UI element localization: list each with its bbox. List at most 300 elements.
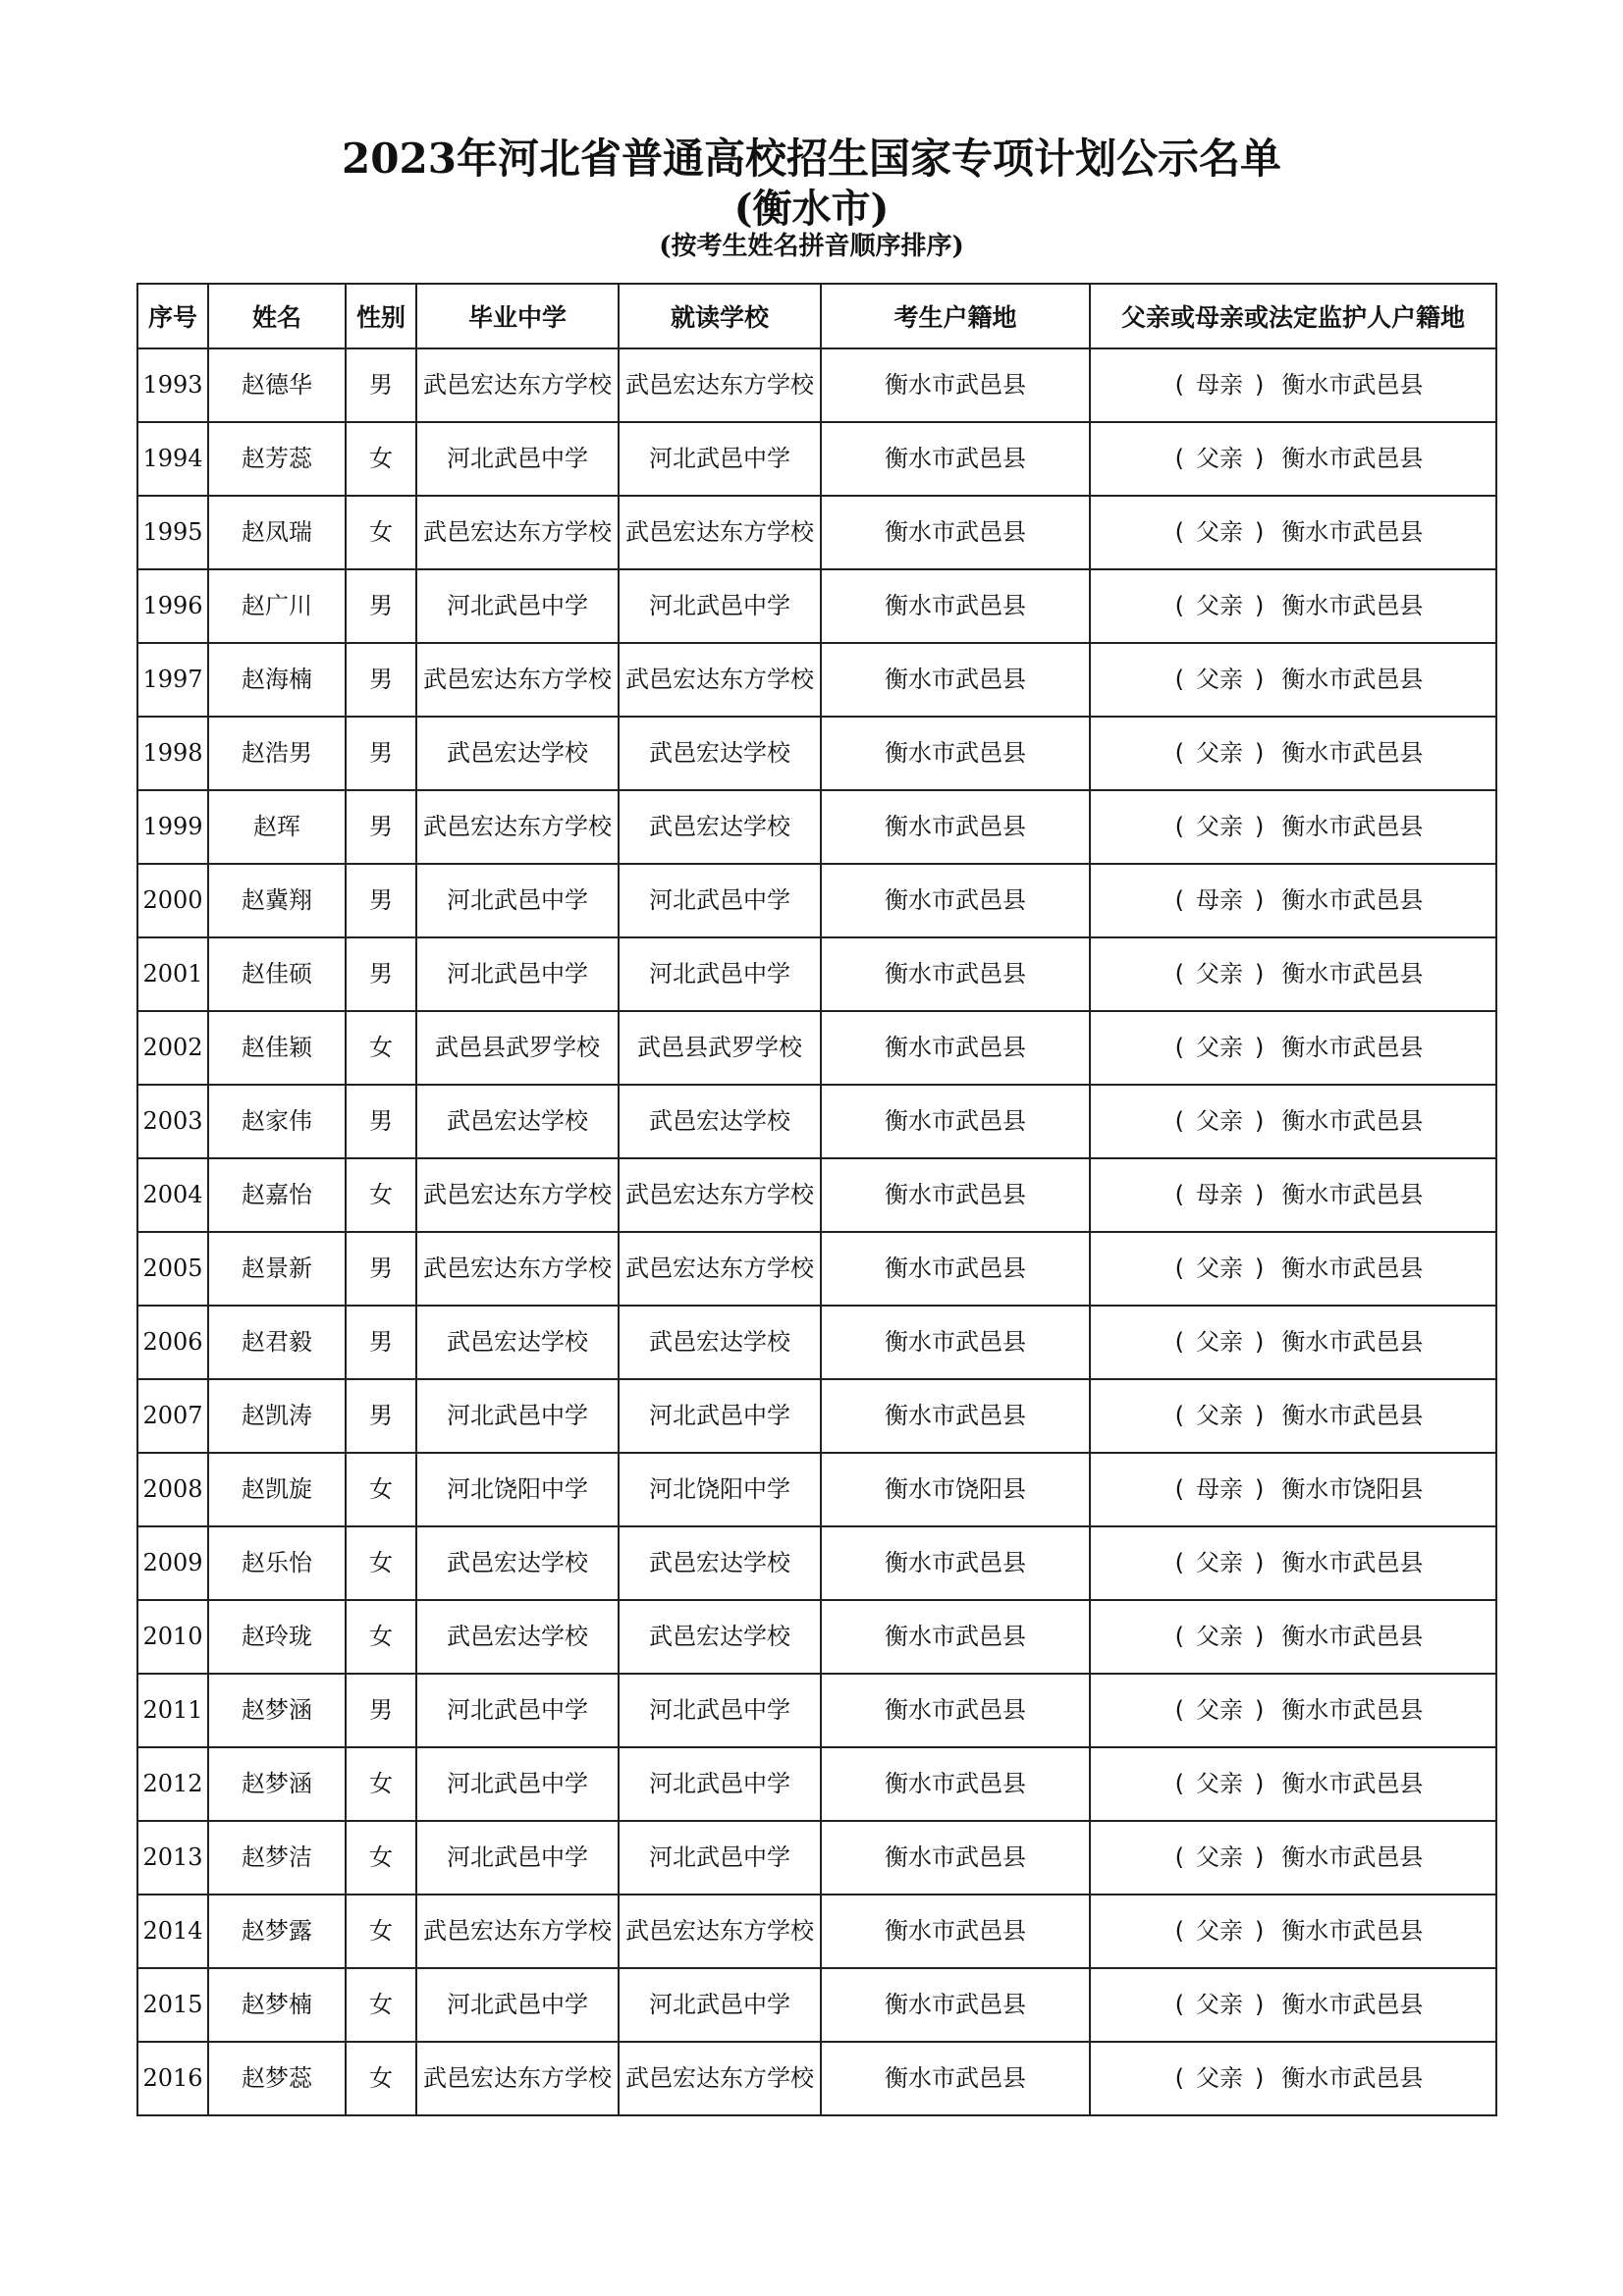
- cell-hukou: 衡水市武邑县: [821, 864, 1090, 937]
- cell-current-school: 武邑宏达学校: [619, 717, 821, 790]
- cell-current-school: 河北武邑中学: [619, 1674, 821, 1747]
- cell-name: 赵凤瑞: [208, 496, 346, 569]
- cell-gender: 女: [346, 1158, 416, 1232]
- cell-name: 赵梦涵: [208, 1747, 346, 1821]
- guardian-relation: 父亲: [1196, 1696, 1243, 1724]
- guardian-hukou: 衡水市武邑县: [1281, 739, 1424, 767]
- guardian-relation: 父亲: [1196, 1770, 1243, 1797]
- guardian-relation: 父亲: [1196, 813, 1243, 840]
- cell-hukou: 衡水市武邑县: [821, 1232, 1090, 1306]
- paren-open: (: [1174, 1181, 1184, 1208]
- guardian-hukou: 衡水市武邑县: [1281, 371, 1424, 399]
- cell-hukou: 衡水市武邑县: [821, 422, 1090, 496]
- cell-name: 赵冀翔: [208, 864, 346, 937]
- cell-current-school: 武邑宏达东方学校: [619, 643, 821, 717]
- paren-open: (: [1174, 1696, 1184, 1724]
- paren-open: (: [1174, 371, 1184, 399]
- cell-grad-school: 武邑县武罗学校: [416, 1011, 619, 1085]
- cell-grad-school: 河北武邑中学: [416, 422, 619, 496]
- cell-gender: 男: [346, 1306, 416, 1379]
- header-name: 姓名: [208, 284, 346, 348]
- cell-hukou: 衡水市武邑县: [821, 569, 1090, 643]
- cell-grad-school: 武邑宏达东方学校: [416, 1232, 619, 1306]
- cell-seq: 2010: [137, 1600, 208, 1674]
- cell-grad-school: 河北武邑中学: [416, 1674, 619, 1747]
- guardian-relation: 母亲: [1196, 1181, 1243, 1208]
- cell-seq: 2006: [137, 1306, 208, 1379]
- cell-seq: 1995: [137, 496, 208, 569]
- guardian-relation: 父亲: [1196, 739, 1243, 767]
- paren-close: ): [1255, 813, 1265, 840]
- cell-hukou: 衡水市武邑县: [821, 1306, 1090, 1379]
- cell-name: 赵德华: [208, 348, 346, 422]
- cell-current-school: 武邑宏达东方学校: [619, 496, 821, 569]
- cell-gender: 女: [346, 1821, 416, 1895]
- guardian-relation: 父亲: [1196, 1255, 1243, 1282]
- cell-gender: 男: [346, 1085, 416, 1158]
- cell-hukou: 衡水市饶阳县: [821, 1453, 1090, 1526]
- cell-seq: 2011: [137, 1674, 208, 1747]
- header-hukou: 考生户籍地: [821, 284, 1090, 348]
- cell-seq: 1993: [137, 348, 208, 422]
- cell-name: 赵景新: [208, 1232, 346, 1306]
- paren-close: ): [1255, 445, 1265, 472]
- cell-gender: 男: [346, 717, 416, 790]
- cell-gender: 男: [346, 790, 416, 864]
- guardian-relation: 父亲: [1196, 1034, 1243, 1061]
- cell-hukou: 衡水市武邑县: [821, 790, 1090, 864]
- cell-grad-school: 武邑宏达东方学校: [416, 1158, 619, 1232]
- cell-grad-school: 武邑宏达东方学校: [416, 348, 619, 422]
- cell-seq: 2003: [137, 1085, 208, 1158]
- cell-name: 赵梦涵: [208, 1674, 346, 1747]
- guardian-relation: 父亲: [1196, 592, 1243, 619]
- paren-open: (: [1174, 1917, 1184, 1945]
- table-row: [137, 1747, 1496, 1821]
- header-guardian-hukou: 父亲或母亲或法定监护人户籍地: [1090, 284, 1496, 348]
- guardian-hukou: 衡水市武邑县: [1281, 1255, 1424, 1282]
- cell-seq: 2004: [137, 1158, 208, 1232]
- table-row: [137, 643, 1496, 717]
- cell-grad-school: 武邑宏达学校: [416, 1085, 619, 1158]
- cell-guardian: [1090, 348, 1496, 422]
- cell-guardian: [1090, 2042, 1496, 2115]
- cell-name: 赵嘉怡: [208, 1158, 346, 1232]
- document-sort-note: (按考生姓名拼音顺序排序): [659, 232, 964, 261]
- paren-open: (: [1174, 1107, 1184, 1135]
- paren-close: ): [1255, 1255, 1265, 1282]
- guardian-hukou: 衡水市武邑县: [1281, 1696, 1424, 1724]
- table-row: [137, 864, 1496, 937]
- guardian-hukou: 衡水市武邑县: [1281, 813, 1424, 840]
- cell-current-school: 武邑宏达东方学校: [619, 348, 821, 422]
- cell-name: 赵海楠: [208, 643, 346, 717]
- paren-close: ): [1255, 518, 1265, 546]
- guardian-relation: 父亲: [1196, 1843, 1243, 1871]
- cell-grad-school: 武邑宏达学校: [416, 717, 619, 790]
- guardian-relation: 母亲: [1196, 886, 1243, 914]
- guardian-hukou: 衡水市武邑县: [1281, 1623, 1424, 1650]
- cell-guardian: [1090, 1379, 1496, 1453]
- cell-grad-school: 武邑宏达学校: [416, 1526, 619, 1600]
- paren-close: ): [1255, 1034, 1265, 1061]
- cell-guardian: [1090, 937, 1496, 1011]
- guardian-hukou: 衡水市饶阳县: [1281, 1475, 1424, 1503]
- cell-guardian: [1090, 1232, 1496, 1306]
- cell-guardian: [1090, 1674, 1496, 1747]
- paren-close: ): [1255, 960, 1265, 988]
- table-row: [137, 1085, 1496, 1158]
- cell-grad-school: 河北武邑中学: [416, 937, 619, 1011]
- guardian-relation: 父亲: [1196, 1991, 1243, 2018]
- paren-close: ): [1255, 1623, 1265, 1650]
- cell-current-school: 武邑宏达学校: [619, 1306, 821, 1379]
- paren-open: (: [1174, 2064, 1184, 2092]
- cell-seq: 1994: [137, 422, 208, 496]
- cell-gender: 女: [346, 496, 416, 569]
- paren-open: (: [1174, 1475, 1184, 1503]
- header-seq: 序号: [137, 284, 208, 348]
- header-grad-school: 毕业中学: [416, 284, 619, 348]
- cell-guardian: [1090, 496, 1496, 569]
- cell-hukou: 衡水市武邑县: [821, 937, 1090, 1011]
- paren-close: ): [1255, 1402, 1265, 1429]
- guardian-hukou: 衡水市武邑县: [1281, 1917, 1424, 1945]
- table-row: [137, 717, 1496, 790]
- cell-gender: 男: [346, 1379, 416, 1453]
- table-row: [137, 348, 1496, 422]
- paren-close: ): [1255, 1991, 1265, 2018]
- cell-guardian: [1090, 1747, 1496, 1821]
- cell-gender: 女: [346, 422, 416, 496]
- cell-grad-school: 武邑宏达东方学校: [416, 496, 619, 569]
- paren-close: ): [1255, 1549, 1265, 1576]
- cell-hukou: 衡水市武邑县: [821, 1968, 1090, 2042]
- cell-current-school: 河北武邑中学: [619, 1379, 821, 1453]
- paren-open: (: [1174, 1402, 1184, 1429]
- cell-gender: 男: [346, 1232, 416, 1306]
- cell-grad-school: 河北武邑中学: [416, 569, 619, 643]
- cell-current-school: 河北武邑中学: [619, 569, 821, 643]
- cell-gender: 女: [346, 1526, 416, 1600]
- table-row: [137, 2042, 1496, 2115]
- paren-open: (: [1174, 886, 1184, 914]
- header-row: [137, 284, 1496, 348]
- table-row: [137, 1600, 1496, 1674]
- cell-hukou: 衡水市武邑县: [821, 2042, 1090, 2115]
- cell-seq: 2009: [137, 1526, 208, 1600]
- paren-close: ): [1255, 371, 1265, 399]
- document-city: (衡水市): [733, 186, 890, 232]
- cell-gender: 女: [346, 2042, 416, 2115]
- paren-open: (: [1174, 592, 1184, 619]
- paren-close: ): [1255, 2064, 1265, 2092]
- table-row: [137, 1306, 1496, 1379]
- table-row: [137, 937, 1496, 1011]
- cell-seq: 1997: [137, 643, 208, 717]
- guardian-hukou: 衡水市武邑县: [1281, 666, 1424, 693]
- paren-open: (: [1174, 739, 1184, 767]
- cell-grad-school: 河北饶阳中学: [416, 1453, 619, 1526]
- cell-current-school: 武邑宏达东方学校: [619, 1158, 821, 1232]
- guardian-hukou: 衡水市武邑县: [1281, 1328, 1424, 1356]
- cell-seq: 1999: [137, 790, 208, 864]
- cell-grad-school: 武邑宏达学校: [416, 1600, 619, 1674]
- cell-hukou: 衡水市武邑县: [821, 1158, 1090, 1232]
- cell-hukou: 衡水市武邑县: [821, 1674, 1090, 1747]
- cell-current-school: 武邑宏达东方学校: [619, 1232, 821, 1306]
- cell-hukou: 衡水市武邑县: [821, 1747, 1090, 1821]
- paren-close: ): [1255, 666, 1265, 693]
- cell-gender: 男: [346, 348, 416, 422]
- cell-grad-school: 河北武邑中学: [416, 1821, 619, 1895]
- cell-hukou: 衡水市武邑县: [821, 348, 1090, 422]
- cell-current-school: 河北武邑中学: [619, 937, 821, 1011]
- cell-current-school: 河北武邑中学: [619, 422, 821, 496]
- cell-gender: 男: [346, 1674, 416, 1747]
- cell-gender: 男: [346, 643, 416, 717]
- cell-name: 赵玲珑: [208, 1600, 346, 1674]
- paren-close: ): [1255, 1843, 1265, 1871]
- guardian-hukou: 衡水市武邑县: [1281, 1034, 1424, 1061]
- table-row: [137, 1526, 1496, 1600]
- cell-guardian: [1090, 1600, 1496, 1674]
- cell-hukou: 衡水市武邑县: [821, 1011, 1090, 1085]
- table-row: [137, 1821, 1496, 1895]
- cell-hukou: 衡水市武邑县: [821, 1895, 1090, 1968]
- cell-seq: 2002: [137, 1011, 208, 1085]
- cell-name: 赵家伟: [208, 1085, 346, 1158]
- cell-current-school: 河北武邑中学: [619, 1747, 821, 1821]
- cell-guardian: [1090, 1821, 1496, 1895]
- guardian-relation: 父亲: [1196, 1917, 1243, 1945]
- cell-hukou: 衡水市武邑县: [821, 1526, 1090, 1600]
- cell-name: 赵梦蕊: [208, 2042, 346, 2115]
- cell-current-school: 河北武邑中学: [619, 864, 821, 937]
- guardian-relation: 父亲: [1196, 666, 1243, 693]
- cell-seq: 2014: [137, 1895, 208, 1968]
- cell-seq: 2005: [137, 1232, 208, 1306]
- table-row: [137, 1895, 1496, 1968]
- cell-seq: 2016: [137, 2042, 208, 2115]
- paren-open: (: [1174, 1328, 1184, 1356]
- guardian-hukou: 衡水市武邑县: [1281, 518, 1424, 546]
- guardian-relation: 父亲: [1196, 960, 1243, 988]
- table-row: [137, 496, 1496, 569]
- cell-guardian: [1090, 1895, 1496, 1968]
- table-row: [137, 1453, 1496, 1526]
- cell-grad-school: 武邑宏达学校: [416, 1306, 619, 1379]
- cell-seq: 2013: [137, 1821, 208, 1895]
- guardian-hukou: 衡水市武邑县: [1281, 960, 1424, 988]
- guardian-relation: 父亲: [1196, 1328, 1243, 1356]
- cell-gender: 女: [346, 1453, 416, 1526]
- cell-guardian: [1090, 864, 1496, 937]
- paren-open: (: [1174, 1623, 1184, 1650]
- paren-close: ): [1255, 1107, 1265, 1135]
- guardian-hukou: 衡水市武邑县: [1281, 592, 1424, 619]
- cell-current-school: 武邑宏达东方学校: [619, 2042, 821, 2115]
- paren-open: (: [1174, 960, 1184, 988]
- paren-open: (: [1174, 1843, 1184, 1871]
- cell-seq: 2001: [137, 937, 208, 1011]
- table-row: [137, 422, 1496, 496]
- cell-guardian: [1090, 1526, 1496, 1600]
- cell-gender: 男: [346, 569, 416, 643]
- cell-guardian: [1090, 1158, 1496, 1232]
- cell-current-school: 河北武邑中学: [619, 1968, 821, 2042]
- cell-guardian: [1090, 1453, 1496, 1526]
- guardian-hukou: 衡水市武邑县: [1281, 1107, 1424, 1135]
- cell-grad-school: 河北武邑中学: [416, 1968, 619, 2042]
- cell-current-school: 河北饶阳中学: [619, 1453, 821, 1526]
- cell-name: 赵乐怡: [208, 1526, 346, 1600]
- roster-body: [137, 348, 1496, 2115]
- paren-close: ): [1255, 1770, 1265, 1797]
- cell-name: 赵芳蕊: [208, 422, 346, 496]
- cell-current-school: 武邑宏达学校: [619, 1526, 821, 1600]
- paren-close: ): [1255, 1328, 1265, 1356]
- cell-seq: 1996: [137, 569, 208, 643]
- cell-grad-school: 河北武邑中学: [416, 1379, 619, 1453]
- cell-grad-school: 武邑宏达东方学校: [416, 790, 619, 864]
- cell-current-school: 武邑县武罗学校: [619, 1011, 821, 1085]
- paren-close: ): [1255, 592, 1265, 619]
- document-title: 2023年河北省普通高校招生国家专项计划公示名单: [342, 134, 1281, 183]
- cell-guardian: [1090, 1011, 1496, 1085]
- cell-guardian: [1090, 1085, 1496, 1158]
- cell-hukou: 衡水市武邑县: [821, 717, 1090, 790]
- guardian-hukou: 衡水市武邑县: [1281, 1991, 1424, 2018]
- guardian-hukou: 衡水市武邑县: [1281, 2064, 1424, 2092]
- guardian-hukou: 衡水市武邑县: [1281, 1770, 1424, 1797]
- cell-seq: 2012: [137, 1747, 208, 1821]
- cell-gender: 女: [346, 1895, 416, 1968]
- cell-guardian: [1090, 717, 1496, 790]
- cell-seq: 2008: [137, 1453, 208, 1526]
- paren-open: (: [1174, 1549, 1184, 1576]
- paren-open: (: [1174, 518, 1184, 546]
- table-row: [137, 1158, 1496, 1232]
- cell-grad-school: 武邑宏达东方学校: [416, 643, 619, 717]
- guardian-relation: 父亲: [1196, 518, 1243, 546]
- guardian-relation: 父亲: [1196, 1623, 1243, 1650]
- guardian-relation: 父亲: [1196, 1402, 1243, 1429]
- cell-gender: 男: [346, 864, 416, 937]
- cell-name: 赵广川: [208, 569, 346, 643]
- cell-current-school: 河北武邑中学: [619, 1821, 821, 1895]
- table-row: [137, 790, 1496, 864]
- paren-open: (: [1174, 445, 1184, 472]
- cell-hukou: 衡水市武邑县: [821, 643, 1090, 717]
- table-row: [137, 1232, 1496, 1306]
- guardian-relation: 父亲: [1196, 2064, 1243, 2092]
- guardian-relation: 父亲: [1196, 445, 1243, 472]
- cell-gender: 男: [346, 937, 416, 1011]
- table-row: [137, 1011, 1496, 1085]
- cell-guardian: [1090, 1306, 1496, 1379]
- cell-grad-school: 武邑宏达东方学校: [416, 2042, 619, 2115]
- table-row: [137, 1379, 1496, 1453]
- cell-hukou: 衡水市武邑县: [821, 1821, 1090, 1895]
- cell-guardian: [1090, 790, 1496, 864]
- paren-close: ): [1255, 739, 1265, 767]
- cell-name: 赵佳硕: [208, 937, 346, 1011]
- cell-gender: 女: [346, 1011, 416, 1085]
- cell-current-school: 武邑宏达东方学校: [619, 1895, 821, 1968]
- paren-close: ): [1255, 886, 1265, 914]
- cell-seq: 2007: [137, 1379, 208, 1453]
- cell-name: 赵浩男: [208, 717, 346, 790]
- cell-hukou: 衡水市武邑县: [821, 496, 1090, 569]
- paren-open: (: [1174, 1991, 1184, 2018]
- cell-guardian: [1090, 1968, 1496, 2042]
- cell-name: 赵君毅: [208, 1306, 346, 1379]
- cell-name: 赵凯旋: [208, 1453, 346, 1526]
- cell-name: 赵佳颖: [208, 1011, 346, 1085]
- cell-name: 赵梦洁: [208, 1821, 346, 1895]
- cell-gender: 女: [346, 1968, 416, 2042]
- paren-open: (: [1174, 666, 1184, 693]
- table-row: [137, 1968, 1496, 2042]
- cell-seq: 2000: [137, 864, 208, 937]
- cell-grad-school: 河北武邑中学: [416, 864, 619, 937]
- cell-grad-school: 武邑宏达东方学校: [416, 1895, 619, 1968]
- cell-seq: 1998: [137, 717, 208, 790]
- header-current-school: 就读学校: [619, 284, 821, 348]
- guardian-hukou: 衡水市武邑县: [1281, 445, 1424, 472]
- table-row: [137, 1674, 1496, 1747]
- guardian-relation: 母亲: [1196, 1475, 1243, 1503]
- roster-table: [136, 283, 1497, 2116]
- cell-guardian: [1090, 643, 1496, 717]
- cell-current-school: 武邑宏达学校: [619, 1600, 821, 1674]
- cell-guardian: [1090, 422, 1496, 496]
- paren-open: (: [1174, 1255, 1184, 1282]
- guardian-hukou: 衡水市武邑县: [1281, 886, 1424, 914]
- paren-open: (: [1174, 1770, 1184, 1797]
- guardian-relation: 母亲: [1196, 371, 1243, 399]
- cell-hukou: 衡水市武邑县: [821, 1600, 1090, 1674]
- table-row: [137, 569, 1496, 643]
- cell-name: 赵凯涛: [208, 1379, 346, 1453]
- cell-current-school: 武邑宏达学校: [619, 1085, 821, 1158]
- cell-guardian: [1090, 569, 1496, 643]
- cell-gender: 女: [346, 1600, 416, 1674]
- paren-close: ): [1255, 1475, 1265, 1503]
- cell-name: 赵梦楠: [208, 1968, 346, 2042]
- cell-gender: 女: [346, 1747, 416, 1821]
- paren-open: (: [1174, 813, 1184, 840]
- cell-name: 赵珲: [208, 790, 346, 864]
- guardian-hukou: 衡水市武邑县: [1281, 1549, 1424, 1576]
- guardian-hukou: 衡水市武邑县: [1281, 1843, 1424, 1871]
- cell-current-school: 武邑宏达学校: [619, 790, 821, 864]
- cell-hukou: 衡水市武邑县: [821, 1085, 1090, 1158]
- guardian-relation: 父亲: [1196, 1549, 1243, 1576]
- header-gender: 性别: [346, 284, 416, 348]
- guardian-hukou: 衡水市武邑县: [1281, 1402, 1424, 1429]
- cell-hukou: 衡水市武邑县: [821, 1379, 1090, 1453]
- guardian-relation: 父亲: [1196, 1107, 1243, 1135]
- cell-grad-school: 河北武邑中学: [416, 1747, 619, 1821]
- cell-seq: 2015: [137, 1968, 208, 2042]
- paren-open: (: [1174, 1034, 1184, 1061]
- paren-close: ): [1255, 1917, 1265, 1945]
- cell-name: 赵梦露: [208, 1895, 346, 1968]
- paren-close: ): [1255, 1696, 1265, 1724]
- guardian-hukou: 衡水市武邑县: [1281, 1181, 1424, 1208]
